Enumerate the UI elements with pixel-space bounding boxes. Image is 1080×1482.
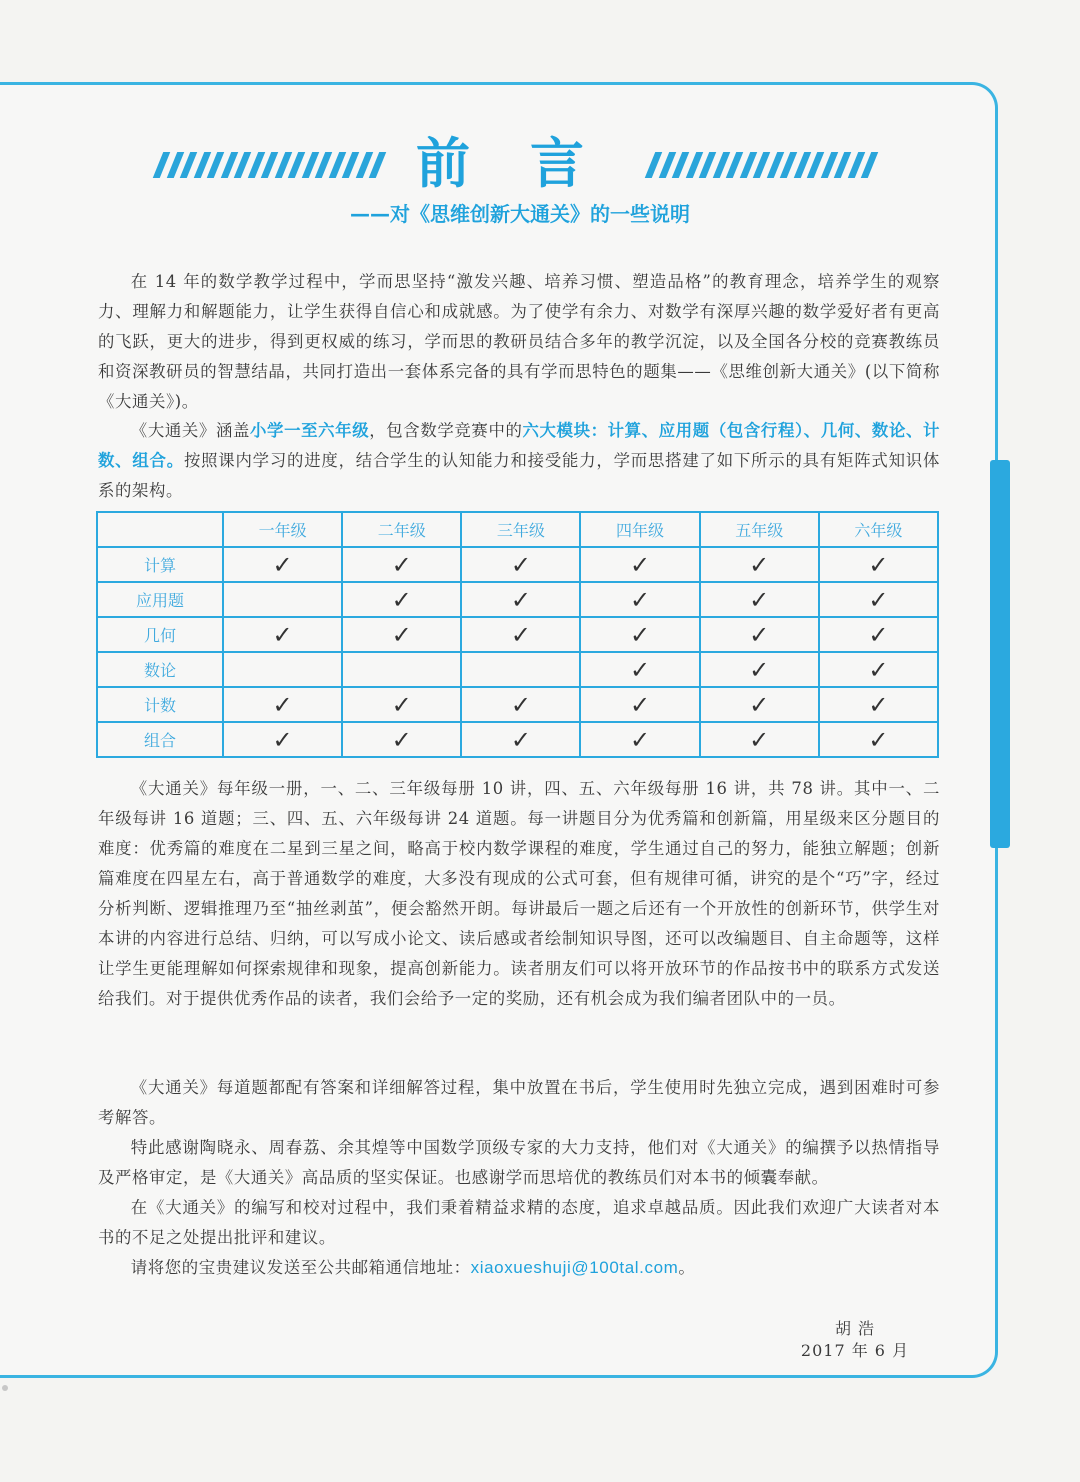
check-mark-icon: ✓	[342, 582, 461, 617]
check-mark-icon: ✓	[461, 582, 580, 617]
check-mark-icon	[223, 582, 342, 617]
p2-text-b: ，包含数学竞赛中的	[369, 421, 523, 440]
table-row	[97, 547, 938, 582]
module-label: 计数	[97, 687, 223, 722]
check-mark-icon: ✓	[223, 687, 342, 722]
grade-header: 五年级	[700, 512, 819, 547]
check-mark-icon: ✓	[580, 687, 699, 722]
p7-prefix: 请将您的宝贵建议发送至公共邮箱通信地址：	[130, 1258, 471, 1277]
check-mark-icon: ✓	[700, 547, 819, 582]
check-mark-icon: ✓	[342, 722, 461, 757]
grade-header: 六年级	[819, 512, 938, 547]
check-mark-icon: ✓	[223, 547, 342, 582]
check-mark-icon: ✓	[700, 617, 819, 652]
body-paragraph-5: 特此感谢陶晓永、周春荔、余其煌等中国数学顶级专家的大力支持，他们对《大通关》的编撰予以热情指导及严格审定，是《大通关》高品质的坚实保证。也感谢学而思培优的教练员们对本书的倾囊奉献。	[98, 1138, 940, 1187]
module-label: 数论	[97, 652, 223, 687]
table-row	[97, 722, 938, 757]
table-row	[97, 617, 938, 652]
check-mark-icon	[342, 652, 461, 687]
check-mark-icon: ✓	[342, 617, 461, 652]
table-header-row	[97, 512, 938, 547]
knowledge-matrix-table	[96, 511, 939, 758]
module-label: 几何	[97, 617, 223, 652]
table-row	[97, 687, 938, 722]
check-mark-icon: ✓	[819, 687, 938, 722]
check-mark-icon: ✓	[700, 652, 819, 687]
check-mark-icon: ✓	[223, 617, 342, 652]
check-mark-icon: ✓	[819, 722, 938, 757]
check-mark-icon: ✓	[580, 652, 699, 687]
check-mark-icon: ✓	[342, 547, 461, 582]
check-mark-icon: ✓	[700, 722, 819, 757]
page-title: 前言	[416, 132, 644, 195]
check-mark-icon	[461, 652, 580, 687]
signature-date: 2017 年 6 月	[800, 1341, 910, 1360]
check-mark-icon: ✓	[461, 547, 580, 582]
check-mark-icon: ✓	[580, 547, 699, 582]
side-tab	[990, 460, 1010, 848]
check-mark-icon: ✓	[700, 687, 819, 722]
check-mark-icon: ✓	[819, 617, 938, 652]
p7-suffix: 。	[678, 1258, 696, 1277]
grade-header: 四年级	[580, 512, 699, 547]
module-label: 组合	[97, 722, 223, 757]
check-mark-icon: ✓	[580, 617, 699, 652]
grade-header: 二年级	[342, 512, 461, 547]
module-label: 计算	[97, 547, 223, 582]
body-paragraph-7	[98, 1253, 940, 1283]
body-paragraph-3: 《大通关》每年级一册，一、二、三年级每册 10 讲，四、五、六年级每册 16 讲，共 78 讲。其中一、二年级每讲 16 道题；三、四、五、六年级每讲 24 道题。每一讲题目分为优秀篇和创新篇，用星级来区分题目的难度：优秀篇的难度在二星到三星之间，略高于校内数学课程的难度，学生通过自己的努力，能独立解题；创新篇难度在四星左右，高于普通数学的难度，大多没有现成的公式可套，但有规律可循，讲究的是个“巧”字，经过分析判断、逻辑推理乃至“抽丝剥茧”，便会豁然开朗。每讲最后一题之后还有一个开放性的创新环节，供学生对本讲的内容进行总结、归纳，可以写成小论文、读后感或者绘制知识导图，还可以改编题目、自主命题等，这样让学生更能理解如何探索规律和现象，提高创新能力。读者朋友们可以将开放环节的作品按书中的联系方式发送给我们。对于提供优秀作品的读者，我们会给予一定的奖励，还有机会成为我们编者团队中的一员。	[98, 779, 940, 1008]
check-mark-icon: ✓	[223, 722, 342, 757]
check-mark-icon: ✓	[580, 582, 699, 617]
modules-highlight: 六大模块：计算、应用题（包含行程）、几何、数论、计数、组合。	[98, 421, 940, 470]
body-paragraph-6: 在《大通关》的编写和校对过程中，我们秉着精益求精的态度，追求卓越品质。因此我们欢迎广大读者对本书的不足之处提出批评和建议。	[98, 1198, 940, 1247]
check-mark-icon	[223, 652, 342, 687]
p2-text-c: 按照课内学习的进度，结合学生的认知能力和接受能力，学而思搭建了如下所示的具有矩阵式知识体系的架构。	[98, 451, 940, 500]
contact-email-link[interactable]: xiaoxueshuji@100tal.com	[470, 1258, 679, 1277]
table-row	[97, 652, 938, 687]
check-mark-icon: ✓	[819, 582, 938, 617]
table-row	[97, 582, 938, 617]
check-mark-icon: ✓	[342, 687, 461, 722]
check-mark-icon: ✓	[461, 722, 580, 757]
check-mark-icon: ✓	[700, 582, 819, 617]
corner-cell	[97, 512, 223, 547]
page-subtitle: ——对《思维创新大通关》的一些说明	[350, 202, 690, 226]
check-mark-icon: ✓	[819, 652, 938, 687]
grades-highlight: 小学一至六年级	[250, 421, 370, 440]
signature-author: 胡 浩	[834, 1319, 876, 1338]
intro-paragraph-2	[98, 416, 940, 506]
check-mark-icon: ✓	[461, 617, 580, 652]
body-paragraph-4: 《大通关》每道题都配有答案和详细解答过程，集中放置在书后，学生使用时先独立完成，遇到困难时可参考解答。	[98, 1078, 940, 1127]
check-mark-icon: ✓	[580, 722, 699, 757]
grade-header: 三年级	[461, 512, 580, 547]
module-label: 应用题	[97, 582, 223, 617]
intro-paragraph-1: 在 14 年的数学教学过程中，学而思坚持“激发兴趣、培养习惯、塑造品格”的教育理念，培养学生的观察力、理解力和解题能力，让学生获得自信心和成就感。为了使学有余力、对数学有深厚兴趣的数学爱好者有更高的飞跃，更大的进步，得到更权威的练习，学而思的教研员结合多年的教学沉淀，以及全国各分校的竞赛教练员和资深教研员的智慧结晶，共同打造出一套体系完备的具有学而思特色的题集——《思维创新大通关》(以下简称《大通关》)。	[98, 272, 940, 411]
p2-text-a: 《大通关》涵盖	[130, 421, 251, 440]
check-mark-icon: ✓	[819, 547, 938, 582]
grade-header: 一年级	[223, 512, 342, 547]
check-mark-icon: ✓	[461, 687, 580, 722]
